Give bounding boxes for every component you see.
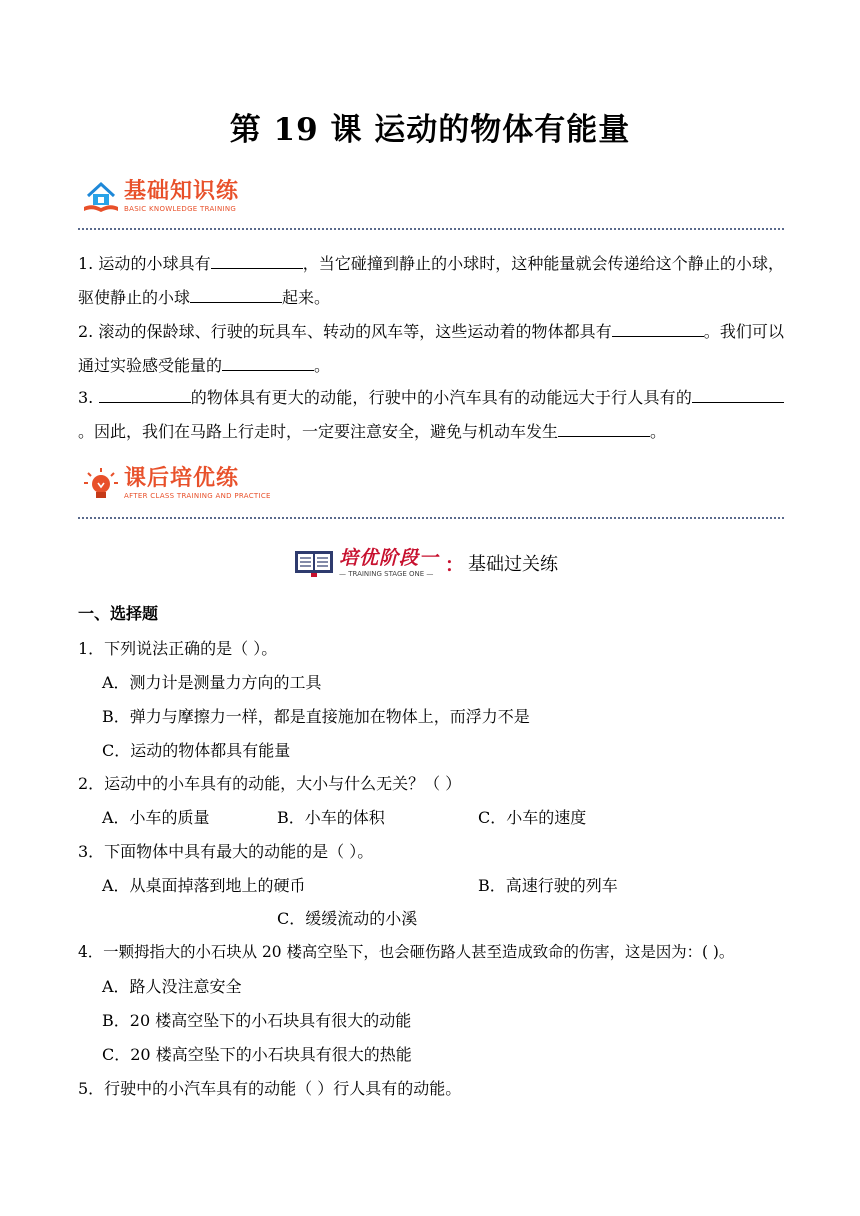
question-4: 4．一颗拇指大的小石块从 20 楼高空坠下，也会砸伤路人甚至造成致命的伤害，这是因为：( )。 bbox=[78, 943, 735, 961]
basic-knowledge-logo bbox=[82, 180, 239, 214]
option-b[interactable]: B．小车的体积 bbox=[277, 808, 385, 827]
answer-blank[interactable] bbox=[692, 388, 784, 403]
section-subtitle: AFTER CLASS TRAINING AND PRACTICE bbox=[124, 492, 271, 500]
answer-blank[interactable] bbox=[222, 356, 314, 371]
stage-colon: ： bbox=[445, 553, 465, 576]
option-b[interactable]: B．弹力与摩擦力一样，都是直接施加在物体上，而浮力不是 bbox=[102, 707, 530, 726]
section-heading: 一、选择题 bbox=[78, 604, 159, 623]
stage-subtitle: — TRAINING STAGE ONE — bbox=[339, 569, 434, 578]
option-a[interactable]: A．小车的质量 bbox=[102, 808, 210, 827]
divider bbox=[78, 517, 784, 519]
option-c[interactable]: C．运动的物体都具有能量 bbox=[102, 741, 291, 760]
training-stage-banner bbox=[293, 547, 558, 579]
answer-blank[interactable] bbox=[211, 254, 303, 269]
option-c[interactable]: C．缓缓流动的小溪 bbox=[277, 909, 418, 928]
option-c[interactable]: C．20 楼高空坠下的小石块具有很大的热能 bbox=[102, 1045, 412, 1064]
section-title: 课后培优练 bbox=[124, 466, 240, 491]
lightbulb-icon bbox=[82, 467, 120, 501]
option-c[interactable]: C．小车的速度 bbox=[478, 808, 587, 827]
after-class-logo bbox=[82, 467, 271, 501]
stage-name: 基础过关练 bbox=[468, 554, 559, 575]
option-a[interactable]: A．从桌面掉落到地上的硬币 bbox=[102, 876, 306, 895]
answer-blank[interactable] bbox=[612, 322, 704, 337]
question-5: 5．行驶中的小汽车具有的动能（ ）行人具有的动能。 bbox=[78, 1079, 462, 1098]
section-subtitle: BASIC KNOWLEDGE TRAINING bbox=[124, 205, 237, 213]
stage-title-art: 培优阶段一 bbox=[339, 546, 440, 569]
fill-question-2: 2. 滚动的保龄球、行驶的玩具车、转动的风车等，这些运动着的物体都具有 。我们可以通过实验感受能量的 。 bbox=[78, 322, 784, 375]
question-2: 2．运动中的小车具有的动能，大小与什么无关？（ ） bbox=[78, 774, 462, 793]
answer-blank[interactable] bbox=[190, 288, 282, 303]
page-title: 第 19 课 运动的物体有能量 bbox=[229, 112, 631, 148]
answer-blank[interactable] bbox=[558, 422, 650, 437]
option-a[interactable]: A．路人没注意安全 bbox=[102, 977, 242, 996]
divider bbox=[78, 228, 784, 230]
option-b[interactable]: B．高速行驶的列车 bbox=[478, 876, 618, 895]
house-book-icon bbox=[82, 180, 120, 214]
fill-question-3: 3. 的物体具有更大的动能，行驶中的小汽车具有的动能远大于行人具有的。因此，我们在马路上行走时，一定要注意安全，避免与机动车发生 。 bbox=[78, 381, 784, 449]
book-stage-icon bbox=[293, 547, 335, 579]
section-title: 基础知识练 bbox=[124, 179, 240, 204]
option-a[interactable]: A．测力计是测量力方向的工具 bbox=[102, 673, 322, 692]
option-b[interactable]: B．20 楼高空坠下的小石块具有很大的动能 bbox=[102, 1011, 412, 1030]
answer-blank[interactable] bbox=[99, 388, 191, 403]
fill-question-1: 1. 运动的小球具有 ，当它碰撞到静止的小球时，这种能量就会传递给这个静止的小球，驱使静止的小球 起来。 bbox=[78, 254, 784, 307]
question-3: 3．下面物体中具有最大的动能的是（ ）。 bbox=[78, 842, 374, 861]
question-1: 1．下列说法正确的是（ ）。 bbox=[78, 639, 278, 658]
